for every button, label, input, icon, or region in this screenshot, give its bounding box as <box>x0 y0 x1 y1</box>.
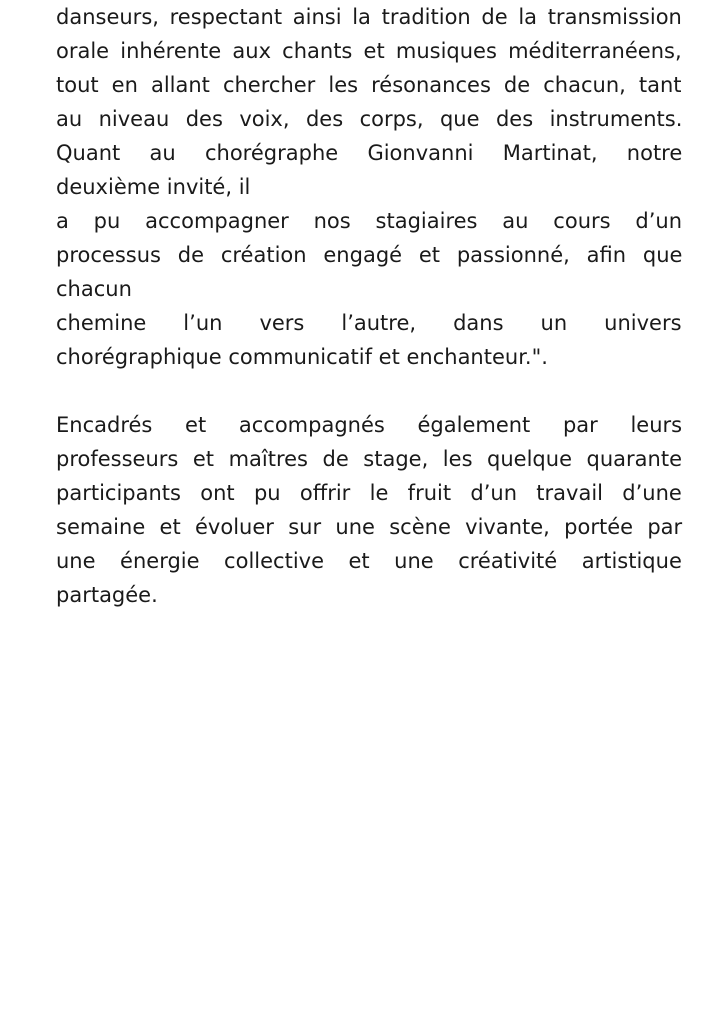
text-line: une énergie collective et une créativité artistique <box>56 549 682 573</box>
text-line: partagée. <box>56 583 158 607</box>
text-line: a pu accompagner nos stagiaires au cours d’un <box>56 209 683 233</box>
text-line: deuxième invité, il <box>56 175 251 199</box>
text-line: chacun <box>56 277 132 301</box>
text-line: participants ont pu offrir le fruit d’un travail d’une <box>56 481 682 505</box>
text-line: Quant au chorégraphe Gionvanni Martinat, notre <box>56 141 683 165</box>
paragraph-participants <box>56 408 682 612</box>
text-line: Encadrés et accompagnés également par leurs <box>56 413 683 437</box>
text-line: danseurs, respectant ainsi la tradition de la transmission <box>56 5 682 29</box>
paragraph-spacer <box>56 374 682 408</box>
text-line: chemine l’un vers l’autre, dans un univers <box>56 311 682 335</box>
text-line: processus de création engagé et passionné, afin que <box>56 243 683 267</box>
text-line: semaine et évoluer sur une scène vivante, portée par <box>56 515 683 539</box>
text-line: tout en allant chercher les résonances de chacun, tant <box>56 73 682 97</box>
paragraph-quote-continuation <box>56 0 682 374</box>
text-line: orale inhérente aux chants et musiques méditerranéens, <box>56 39 682 63</box>
document-page <box>56 0 682 612</box>
text-line: chorégraphique communicatif et enchanteur.". <box>56 345 548 369</box>
text-line: professeurs et maîtres de stage, les quelque quarante <box>56 447 682 471</box>
text-line: au niveau des voix, des corps, que des instruments. <box>56 107 683 131</box>
